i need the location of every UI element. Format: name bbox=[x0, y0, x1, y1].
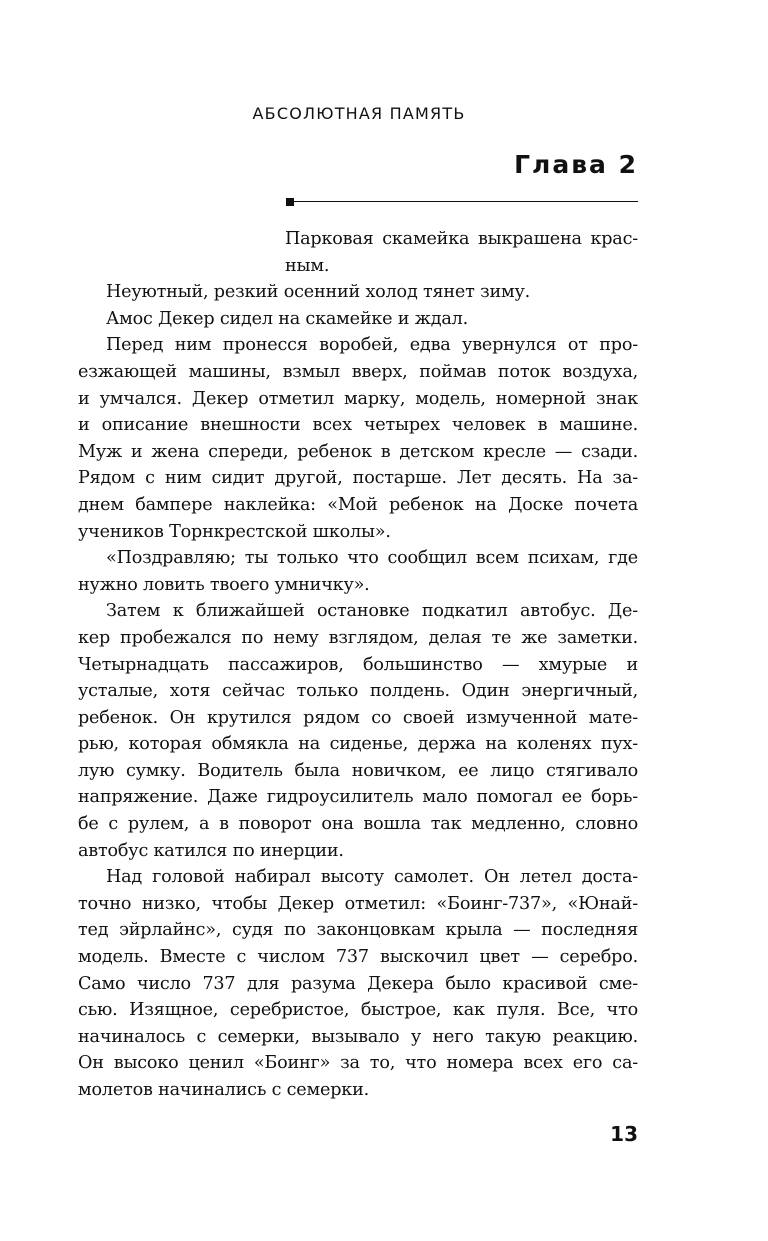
text-line: начиналось с семерки, вызывало у него такую реакцию. bbox=[78, 1026, 638, 1047]
text-line: учеников Торнкрестской школы». bbox=[78, 521, 391, 542]
epigraph-line: ным. bbox=[285, 255, 330, 276]
text-line: днем бампере наклейка: «Мой ребенок на Доске почета bbox=[78, 494, 638, 515]
paragraph bbox=[78, 545, 638, 598]
text-line: Над головой набирал высоту самолет. Он летел доста- bbox=[106, 867, 638, 888]
text-line: автобус катился по инерции. bbox=[78, 840, 344, 861]
text-line: Затем к ближайшей остановке подкатил автобус. Де- bbox=[106, 601, 638, 622]
paragraph bbox=[78, 279, 638, 306]
text-line: рью, которая обмякла на сиденье, держа на коленях пух- bbox=[78, 734, 638, 755]
text-line: точно низко, чтобы Декер отметил: «Боинг-737», «Юнай- bbox=[78, 893, 638, 914]
text-line: модель. Вместе с числом 737 выскочил цвет — серебро. bbox=[78, 947, 638, 968]
text-line: Муж и жена спереди, ребенок в детском кресле — сзади. bbox=[78, 441, 638, 462]
paragraph bbox=[78, 306, 638, 333]
text-line: нужно ловить твоего умничку». bbox=[78, 574, 370, 595]
text-line: усталые, хотя сейчас только полдень. Один энергичный, bbox=[78, 681, 638, 702]
text-line: Он высоко ценил «Боинг» за то, что номера всех его са- bbox=[78, 1053, 638, 1074]
text-line: и умчался. Декер отметил марку, модель, номерной знак bbox=[78, 388, 638, 409]
text-line: тед эйрлайнс», судя по законцовкам крыла — последняя bbox=[78, 920, 638, 941]
text-line: Рядом с ним сидит другой, постарше. Лет десять. На за- bbox=[78, 468, 638, 489]
page-number: 13 bbox=[610, 1122, 638, 1146]
chapter-rule bbox=[286, 198, 638, 206]
text-line: сью. Изящное, серебристое, быстрое, как пуля. Все, что bbox=[78, 1000, 638, 1021]
chapter-title: Глава 2 bbox=[514, 150, 638, 179]
rule-square-marker bbox=[286, 198, 294, 206]
text-line: Неуютный, резкий осенний холод тянет зиму. bbox=[106, 282, 531, 303]
text-line: «Поздравляю; ты только что сообщил всем психам, где bbox=[106, 548, 638, 569]
text-line: Четырнадцать пассажиров, большинство — хмурые и bbox=[78, 654, 638, 675]
rule-line bbox=[294, 201, 638, 202]
epigraph bbox=[78, 226, 638, 279]
text-line: напряжение. Даже гидроусилитель мало помогал ее борь- bbox=[78, 787, 638, 808]
text-line: Амос Декер сидел на скамейке и ждал. bbox=[106, 308, 468, 329]
paragraph bbox=[78, 864, 638, 1103]
paragraph bbox=[78, 598, 638, 864]
text-line: и описание внешности всех четырех человек в машине. bbox=[78, 415, 638, 436]
paragraph bbox=[78, 332, 638, 545]
text-line: Перед ним пронесся воробей, едва увернулся от про- bbox=[106, 335, 638, 356]
epigraph-line: Парковая скамейка выкрашена крас- bbox=[285, 229, 638, 249]
running-head: АБСОЛЮТНАЯ ПАМЯТЬ bbox=[252, 104, 466, 123]
text-line: Само число 737 для разума Декера было красивой сме- bbox=[78, 973, 638, 994]
text-line: кер пробежался по нему взглядом, делая те же заметки. bbox=[78, 627, 638, 648]
text-line: молетов начинались с семерки. bbox=[78, 1080, 369, 1100]
text-line: ребенок. Он крутился рядом со своей измученной мате- bbox=[78, 707, 638, 728]
text-line: лую сумку. Водитель была новичком, ее лицо стягивало bbox=[78, 760, 638, 781]
text-line: езжающей машины, взмыл вверх, поймав поток воздуха, bbox=[78, 361, 638, 382]
text-line: бе с рулем, а в поворот она вошла так медленно, словно bbox=[78, 814, 638, 835]
body-text bbox=[78, 226, 638, 1104]
